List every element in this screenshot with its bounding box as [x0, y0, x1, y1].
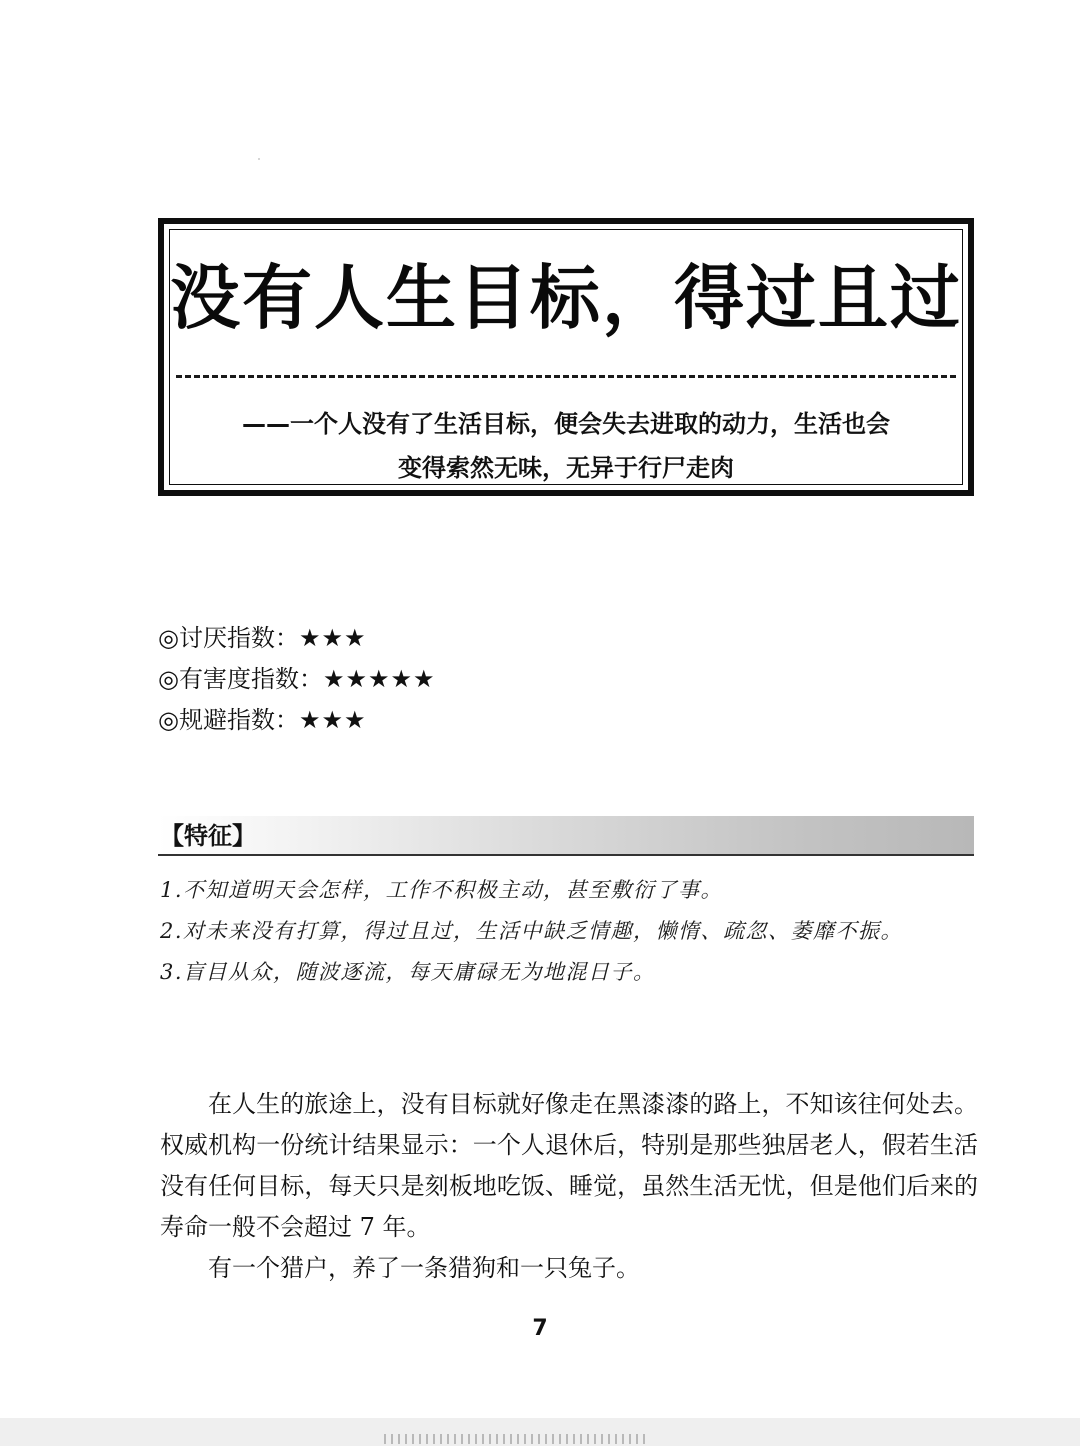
scan-speck	[258, 158, 260, 160]
rating-stars: ★★★	[298, 706, 367, 734]
section-title: 【特征】	[160, 822, 256, 850]
subtitle-line-2: 变得索然无味，无异于行尸走肉	[398, 454, 734, 482]
ratings-list	[158, 618, 436, 741]
rating-label: ◎规避指数：	[158, 706, 299, 734]
body-text	[160, 1084, 978, 1289]
body-paragraph: 在人生的旅途上，没有目标就好像走在黑漆漆的路上，不知该往何处去。权威机构一份统计结果显示：一个人退休后，特别是那些独居老人，假若生活没有任何目标，每天只是刻板地吃饭、睡觉，虽然生活无忧，但是他们后来的寿命一般不会超过 7 年。	[160, 1090, 978, 1241]
chapter-title: 没有人生目标，得过且过	[170, 256, 962, 339]
title-box-inner-border	[169, 229, 963, 485]
rating-stars: ★★★★★	[322, 665, 436, 693]
feature-item: 3.盲目从众，随波逐流，每天庸碌无为地混日子。	[160, 960, 656, 984]
feature-item: 1.不知道明天会怎样，工作不积极主动，甚至敷衍了事。	[160, 878, 724, 902]
page-number: 7	[532, 1316, 548, 1341]
title-dashed-divider	[176, 375, 956, 378]
rating-row-dislike	[158, 618, 436, 659]
chapter-title-box	[158, 218, 974, 496]
rating-stars: ★★★	[298, 624, 367, 652]
rating-row-avoid	[158, 700, 436, 741]
feature-item: 2.对未来没有打算，得过且过，生活中缺乏情趣，懒惰、疏忽、萎靡不振。	[160, 919, 904, 943]
rating-row-harm	[158, 659, 436, 700]
rating-label: ◎有害度指数：	[158, 665, 323, 693]
scan-tick-marks	[384, 1434, 646, 1444]
body-paragraph: 有一个猎户，养了一条猎狗和一只兔子。	[208, 1254, 640, 1282]
features-list	[160, 870, 980, 993]
rating-label: ◎讨厌指数：	[158, 624, 299, 652]
section-header-features	[158, 816, 974, 856]
subtitle-line-1: ——一个人没有了生活目标，便会失去进取的动力，生活也会	[242, 410, 890, 438]
chapter-subtitle	[170, 402, 962, 490]
